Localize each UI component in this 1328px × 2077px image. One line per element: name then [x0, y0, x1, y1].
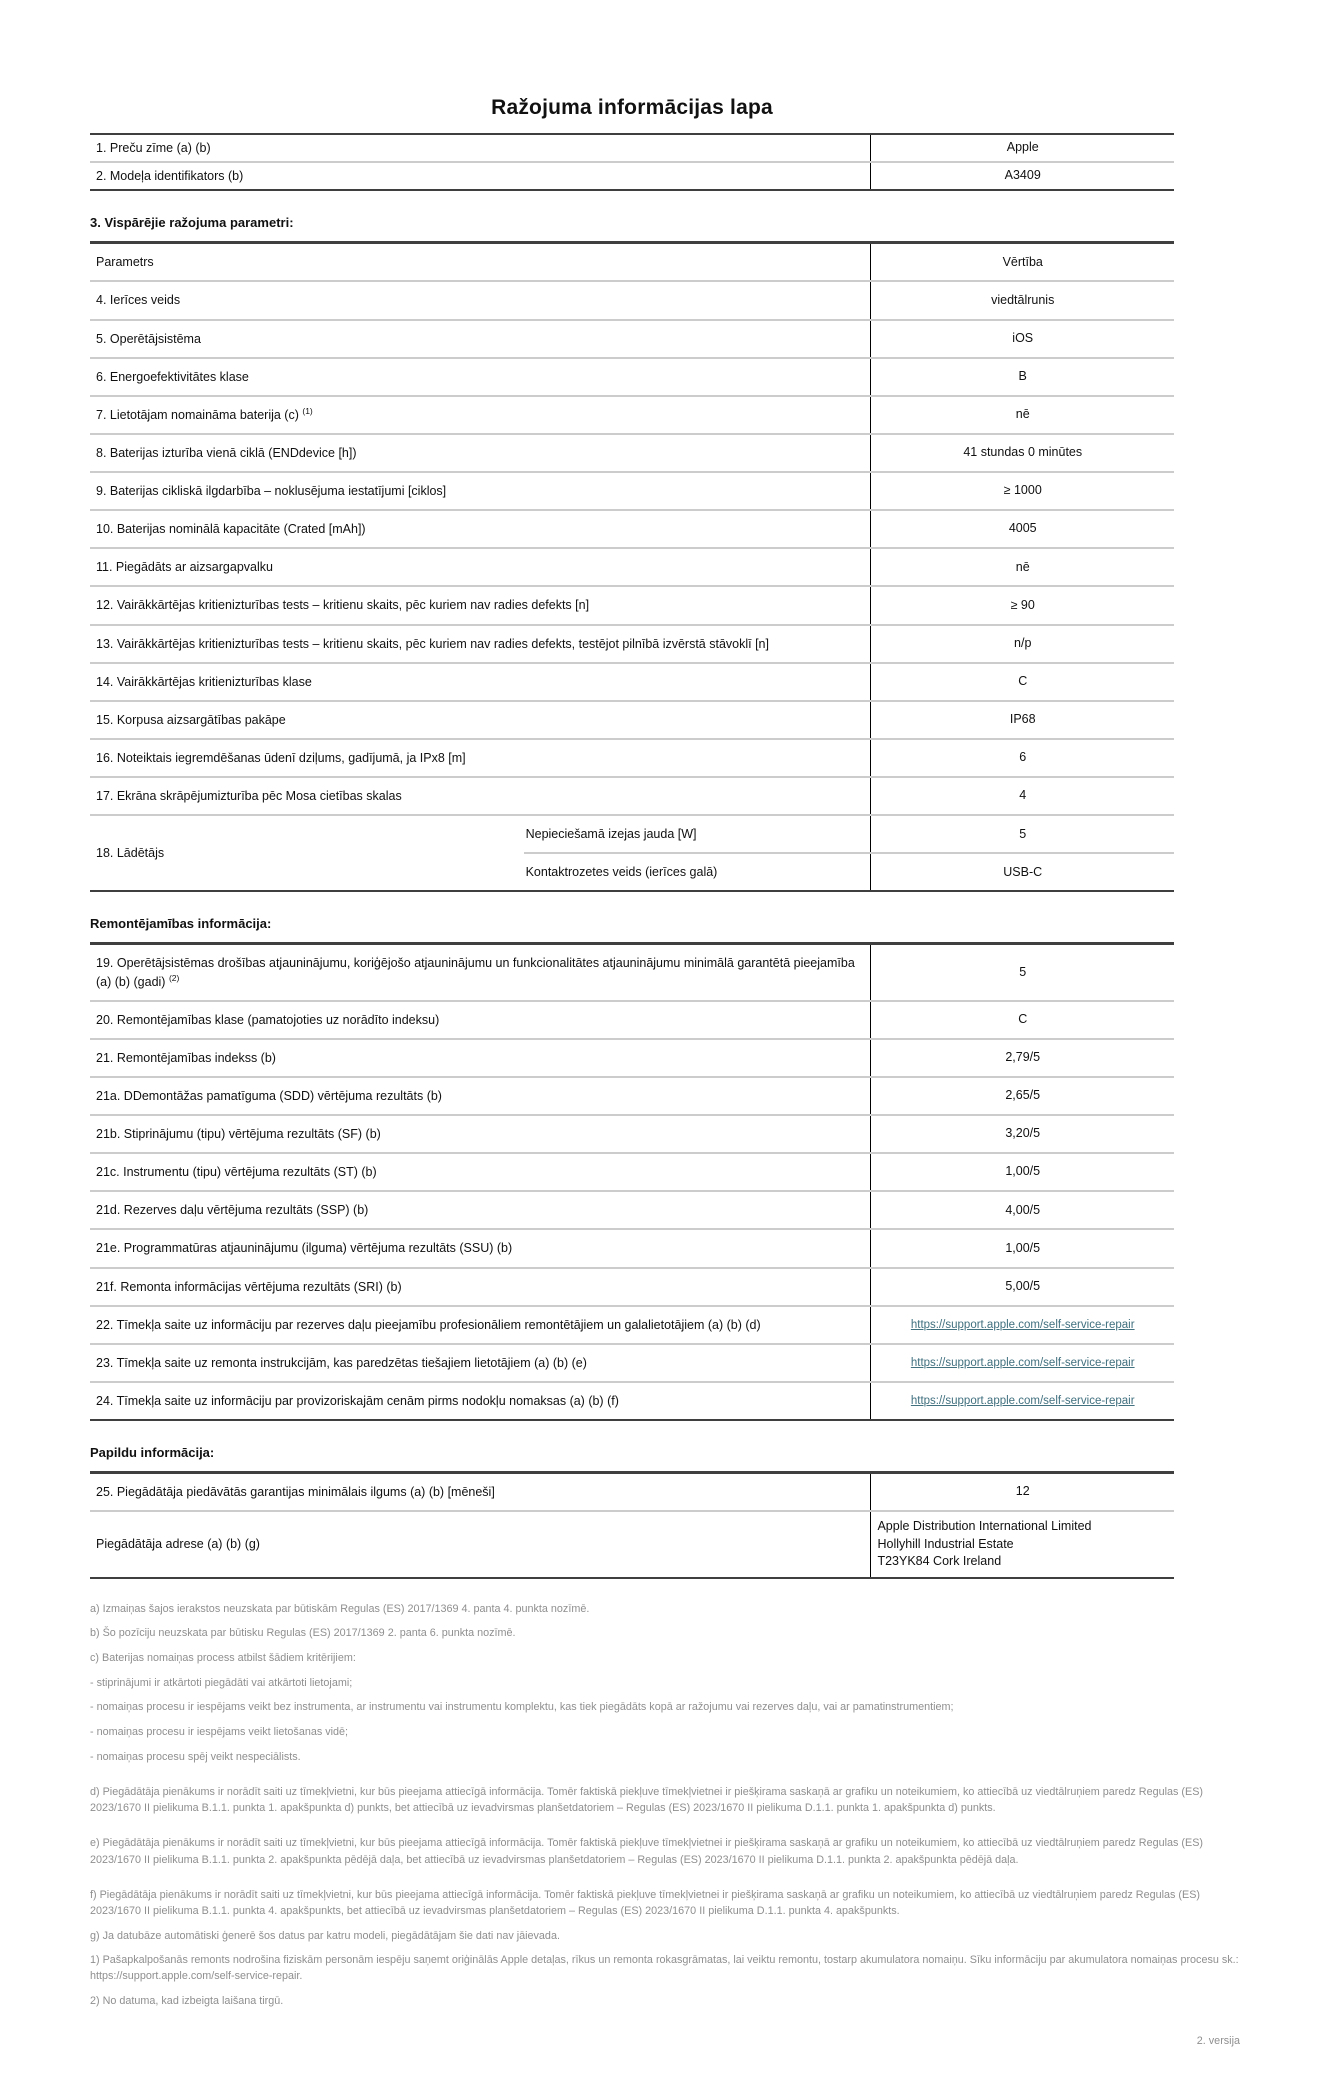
row-label: 23. Tīmekļa saite uz remonta instrukcijām, kas paredzētas tiešajiem lietotājiem (a) (b) (e) [96, 1355, 587, 1370]
spare-parts-link[interactable]: https://support.apple.com/self-service-repair [910, 1318, 1135, 1331]
table-row [90, 1228, 1174, 1266]
table-row [90, 776, 1174, 814]
general-parameters-heading: 3. Vispārējie ražojuma parametri: [90, 215, 294, 231]
row-value: n/p [870, 626, 1174, 662]
row-value: C [870, 1002, 1174, 1038]
row-value: B [870, 359, 1174, 395]
table-row [90, 161, 1174, 189]
row-label: 4. Ierīces veids [96, 293, 181, 308]
table-row [90, 1038, 1174, 1076]
charger-label: 18. Lādētājs [96, 846, 165, 861]
footnote-c: c) Baterijas nomaiņas process atbilst šādiem kritērijiem: [90, 1652, 356, 1664]
table-row [90, 509, 1174, 547]
pricing-info-link[interactable]: https://support.apple.com/self-service-repair [910, 1394, 1135, 1407]
row-value: ≥ 90 [870, 587, 1174, 623]
row-label: 9. Baterijas cikliskā ilgdarbība – noklusējuma iestatījumi [ciklos] [96, 484, 447, 498]
charger-socket-type-label: Kontaktrozetes veids (ierīces galā) [525, 865, 718, 880]
general-parameters-table [90, 241, 1174, 892]
row-value: 1,00/5 [870, 1154, 1174, 1190]
brand-value: Apple [870, 135, 1174, 161]
row-label: 12. Vairākkārtējas kritienizturības tests – kritienu skaits, pēc kuriem nav radies defekts [n] [96, 598, 590, 613]
footnote-2: 2) No datuma, kad izbeigta laišana tirgū. [90, 1995, 284, 2008]
row-value: viedtālrunis [870, 282, 1174, 318]
row-label: 13. Vairākkārtējas kritienizturības tests – kritienu skaits, pēc kuriem nav radies defekts, testējot pilnībā izvērstā stāvoklī [n] [96, 636, 769, 651]
repairability-heading: Remontējamības informācija: [90, 916, 272, 932]
footnote-1: 1) Pašapkalpošanās remonts nodrošina fiziskām personām iespēju saņemt oriģinālās Apple detaļas, rīkus un remonta rokasgrāmatas, lai veiktu remontu, tostarp akumulatora nomaiņu. Sīku informāciju par akumulatora nomaiņas procesu sk.: https://support.apple.com/self-service-repair. [90, 1954, 1239, 1983]
repairability-table [90, 942, 1174, 1421]
row-value: 1,00/5 [870, 1230, 1174, 1266]
column-header-parameter: Parametrs [96, 255, 154, 270]
column-header-value: Vērtība [870, 244, 1174, 280]
table-row [90, 585, 1174, 623]
identification-table [90, 133, 1174, 191]
supplier-address-row [90, 1510, 1174, 1577]
document-version: 2. versija [1196, 2035, 1240, 2048]
row-value: 4,00/5 [870, 1192, 1174, 1228]
row-label: 10. Baterijas nominālā kapacitāte (Crated [mAh]) [96, 522, 366, 537]
footnote-c-item: - nomaiņas procesu ir iespējams veikt lietošanas vidē; [90, 1726, 349, 1739]
row-label: 7. Lietotājam nomaināma baterija (c) $^{(1)}$ [96, 405, 313, 422]
footnote-d: d) Piegādātāja pienākums ir norādīt saiti uz tīmekļvietni, kur būs pieejama attiecīgā informācija. Tomēr faktiskā piekļuve tīmekļvietnei ir piešķirama saskaņā ar grafiku un noteikumiem, ko attiecībā uz viedtālruņiem paredz Regulas (ES) 2023/1670 II pielikuma B.1.1. punkta 1. apakšpunkta d) punkts, bet attiecībā uz ievadvirsmas planšetdatoriem – Regulas (ES) 2023/1670 II pielikuma D.1.1. punkta 1. apakšpunkta d) punkts. [90, 1785, 1203, 1815]
row-value: 6 [870, 740, 1174, 776]
table-row [90, 319, 1174, 357]
charger-output-power-label: Nepieciešamā izejas jauda [W] [525, 827, 697, 842]
table-row [524, 816, 1174, 852]
footnote-ref-1: (1) [302, 405, 313, 416]
supplier-address-label: Piegādātāja adrese (a) (b) (g) [96, 1537, 260, 1552]
additional-info-table [90, 1471, 1174, 1579]
row-label: 21e. Programmatūras atjauninājumu (ilguma) vērtējuma rezultāts (SSU) (b) [96, 1241, 513, 1256]
row-value: nē [870, 397, 1174, 433]
row-value: iOS [870, 321, 1174, 357]
table-row [90, 1000, 1174, 1038]
table-row [90, 945, 1174, 999]
footnote-ref-2: (2) [168, 972, 180, 983]
row-value: C [870, 664, 1174, 700]
row-label: 21. Remontējamības indekss (b) [96, 1050, 276, 1065]
row-value: 4005 [870, 511, 1174, 547]
row-label: 24. Tīmekļa saite uz informāciju par provizoriskajām cenām pirms nodokļu nomaksas (a) (b) (f) [96, 1393, 619, 1408]
table-row [90, 433, 1174, 471]
row-value: nē [870, 549, 1174, 585]
row-label: 16. Noteiktais iegremdēšanas ūdenī dziļums, gadījumā, ja IPx8 [m] [96, 750, 466, 765]
table-row [90, 547, 1174, 585]
footnote-g: g) Ja datubāze automātiski ģenerē šos datus par katru modeli, piegādātājam šie dati nav jāievada. [90, 1929, 560, 1942]
warranty-value: 12 [870, 1474, 1174, 1510]
table-row [524, 852, 1174, 890]
footnote-f: f) Piegādātāja pienākums ir norādīt saiti uz tīmekļvietni, kur būs pieejama attiecīgā informācija. Tomēr faktiskā piekļuve tīmekļvietnei ir piešķirama saskaņā ar grafiku un noteikumiem, ko attiecībā uz viedtālruņiem paredz Regulas (ES) 2023/1670 II pielikuma B.1.1. punkta 4. apakšpunkts, bet attiecībā uz ievadvirsmas planšetdatoriem – Regulas (ES) 2023/1670 II pielikuma D.1.1. punkta 4. apakšpunkts. [90, 1888, 1200, 1917]
row-label: 6. Energoefektivitātes klase [96, 369, 249, 384]
footnote-b: b) Šo pozīciju neuzskata par būtisku Regulas (ES) 2017/1369 2. panta 6. punkta nozīmē. [90, 1627, 516, 1640]
row-value: 2,79/5 [870, 1040, 1174, 1076]
row-label: 21f. Remonta informācijas vērtējuma rezultāts (SRI) (b) [96, 1279, 402, 1294]
address-line: Hollyhill Industrial Estate [877, 1536, 1014, 1551]
row-label: 15. Korpusa aizsargātības pakāpe [96, 712, 286, 727]
model-label: 2. Modeļa identifikators (b) [96, 169, 244, 184]
table-row [90, 357, 1174, 395]
table-row [90, 1343, 1174, 1381]
row-value [870, 1383, 1174, 1419]
table-row [90, 624, 1174, 662]
row-value [870, 1345, 1174, 1381]
table-row [90, 700, 1174, 738]
model-value: A3409 [870, 163, 1174, 189]
table-row [90, 1305, 1174, 1343]
table-row [90, 1474, 1174, 1510]
row-value: ≥ 1000 [870, 473, 1174, 509]
table-row [90, 1076, 1174, 1114]
table-row [90, 1381, 1174, 1419]
row-value [870, 1307, 1174, 1343]
additional-info-heading: Papildu informācija: [90, 1445, 215, 1460]
brand-label: 1. Preču zīme (a) (b) [96, 141, 211, 155]
row-value: 5 [870, 945, 1174, 999]
row-label: 19. Operētājsistēmas drošības atjauninājumu, koriģējošo atjauninājumu un funkcionalitātes atjauninājumu minimālā garantētā pieejamība (a) (b) (gadi) $^{(2)}$ [96, 956, 855, 989]
table-row [90, 135, 1174, 161]
row-label: 21a. DDemontāžas pamatīguma (SDD) vērtējuma rezultāts (b) [96, 1088, 442, 1103]
row-label: 21b. Stiprinājumu (tipu) vērtējuma rezultāts (SF) (b) [96, 1127, 381, 1141]
supplier-address-value [870, 1512, 1174, 1577]
table-row [90, 1190, 1174, 1228]
table-row [90, 395, 1174, 433]
table-row [90, 1267, 1174, 1305]
row-label: 20. Remontējamības klase (pamatojoties uz norādīto indeksu) [96, 1012, 440, 1027]
charger-output-power-value: 5 [870, 816, 1174, 852]
row-label: 11. Piegādāts ar aizsargapvalku [96, 560, 273, 575]
charger-sub-table [524, 816, 1174, 890]
charger-socket-type-value: USB-C [870, 854, 1174, 890]
row-value: 41 stundas 0 minūtes [870, 435, 1174, 471]
charger-row [90, 814, 1174, 890]
footnote-c-item: - nomaiņas procesu spēj veikt nespeciālists. [90, 1750, 301, 1763]
footnote-c-item: - nomaiņas procesu ir iespējams veikt bez instrumenta, ar instrumentu vai instrumentu komplektu, kas tiek piegādāts kopā ar ražojumu vai rezerves daļu, vai ar pamatinstrumentiem; [90, 1701, 954, 1714]
row-value: 3,20/5 [870, 1116, 1174, 1152]
footnote-a: a) Izmaiņas šajos ierakstos neuzskata par būtiskām Regulas (ES) 2017/1369 4. panta 4. punkta nozīmē. [90, 1602, 590, 1615]
footnote-e: e) Piegādātāja pienākums ir norādīt saiti uz tīmekļvietni, kur būs pieejama attiecīgā informācija. Tomēr faktiskā piekļuve tīmekļvietnei ir piešķirama saskaņā ar grafiku un noteikumiem, ko attiecībā uz viedtālruņiem paredz Regulas (ES) 2023/1670 II pielikuma B.1.1. punkta 2. apakšpunkta pēdējā daļa, bet attiecībā uz ievadvirsmas planšetdatoriem – Regulas (ES) 2023/1670 II pielikuma D.1.1. punkta 2. apakšpunkta pēdējā daļa. [90, 1837, 1203, 1866]
warranty-label: 25. Piegādātāja piedāvātās garantijas minimālais ilgums (a) (b) [mēneši] [96, 1485, 495, 1499]
table-row [90, 662, 1174, 700]
address-line: Apple Distribution International Limited [877, 1519, 1092, 1534]
row-label: 5. Operētājsistēma [96, 331, 201, 346]
row-value: 5,00/5 [870, 1269, 1174, 1305]
row-label: 17. Ekrāna skrāpējumizturība pēc Mosa cietības skalas [96, 789, 402, 803]
row-value: 2,65/5 [870, 1078, 1174, 1114]
footnote-c-item: - stiprinājumi ir atkārtoti piegādāti vai atkārtoti lietojami; [90, 1676, 353, 1689]
table-row [90, 280, 1174, 318]
table-row [90, 471, 1174, 509]
row-label: 22. Tīmekļa saite uz informāciju par rezerves daļu pieejamību profesionāliem remontētājiem un galalietotājiem (a) (b) (d) [96, 1317, 761, 1332]
table-header-row [90, 244, 1174, 280]
footnotes [90, 1601, 1240, 2010]
page-title: Ražojuma informācijas lapa [491, 96, 773, 119]
row-value: 4 [870, 778, 1174, 814]
table-row [90, 738, 1174, 776]
repair-instructions-link[interactable]: https://support.apple.com/self-service-repair [910, 1356, 1135, 1369]
table-row [90, 1114, 1174, 1152]
row-value: IP68 [870, 702, 1174, 738]
row-label: 14. Vairākkārtējas kritienizturības klase [96, 674, 312, 689]
address-line: T23YK84 Cork Ireland [877, 1554, 1002, 1569]
product-information-sheet [90, 0, 1240, 2077]
row-label: 21c. Instrumentu (tipu) vērtējuma rezultāts (ST) (b) [96, 1165, 377, 1180]
table-row [90, 1152, 1174, 1190]
row-label: 21d. Rezerves daļu vērtējuma rezultāts (SSP) (b) [96, 1203, 369, 1218]
row-label: 8. Baterijas izturība vienā ciklā (ENDdevice [h]) [96, 445, 357, 460]
